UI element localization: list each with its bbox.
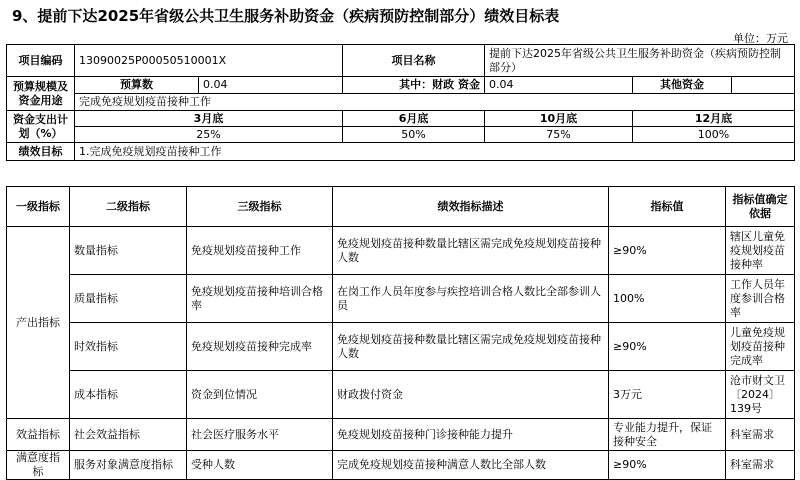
project-info-table	[6, 44, 795, 161]
finance-funds-value: 0.04	[485, 77, 633, 94]
basis-cell: 儿童免疫规划疫苗接种完成率	[726, 323, 795, 371]
table-row	[7, 371, 795, 419]
description-cell: 财政拨付资金	[333, 371, 609, 419]
budget-amount-label: 预算数	[75, 77, 199, 94]
level1-output: 产出指标	[7, 227, 70, 419]
spending-plan-label: 资金支出计划（%）	[7, 111, 75, 143]
unit-label: 单位：万元	[733, 32, 788, 45]
basis-cell: 科室需求	[726, 419, 795, 451]
level3-cell: 受种人数	[187, 451, 333, 480]
header-level1: 一级指标	[7, 187, 70, 227]
finance-funds-label: 其中：财政 资金	[343, 77, 485, 94]
project-code-value: 13090025P00050510001X	[75, 45, 343, 77]
description-cell: 免疫规划疫苗接种数量比辖区需完成免疫规划疫苗接种人数	[333, 323, 609, 371]
value-cell: 3万元	[609, 371, 726, 419]
funds-usage-value: 完成免疫规划疫苗接种工作	[75, 94, 795, 111]
basis-cell: 沧市财文卫〔2024〕139号	[726, 371, 795, 419]
percent-3: 25%	[75, 127, 343, 143]
period-12: 12月底	[633, 111, 795, 127]
period-10: 10月底	[485, 111, 633, 127]
other-funds-label: 其他资金	[633, 77, 732, 94]
indicators-table	[6, 186, 795, 480]
project-name-label: 项目名称	[343, 45, 485, 77]
level1-benefit: 效益指标	[7, 419, 70, 451]
header-level2: 二级指标	[70, 187, 187, 227]
budget-amount-value: 0.04	[199, 77, 343, 94]
value-cell: ≥90%	[609, 451, 726, 480]
table-row	[7, 419, 795, 451]
value-cell: ≥90%	[609, 323, 726, 371]
table-row	[7, 451, 795, 480]
percent-6: 50%	[343, 127, 485, 143]
budget-label: 预算规模及资金用途	[7, 77, 75, 111]
header-value: 指标值	[609, 187, 726, 227]
level3-cell: 免疫规划疫苗接种培训合格率	[187, 275, 333, 323]
header-level3: 三级指标	[187, 187, 333, 227]
level2-cell: 数量指标	[70, 227, 187, 275]
page-title: 9、提前下达2025年省级公共卫生服务补助资金（疾病预防控制部分）绩效目标表	[12, 7, 560, 25]
project-name-value: 提前下达2025年省级公共卫生服务补助资金（疾病预防控制部分）	[485, 45, 795, 77]
basis-cell: 科室需求	[726, 451, 795, 480]
level2-cell: 质量指标	[70, 275, 187, 323]
header-basis: 指标值确定依据	[726, 187, 795, 227]
percent-12: 100%	[633, 127, 795, 143]
level3-cell: 社会医疗服务水平	[187, 419, 333, 451]
other-funds-value	[732, 77, 795, 94]
percent-10: 75%	[485, 127, 633, 143]
header-description: 绩效指标描述	[333, 187, 609, 227]
description-cell: 免疫规划疫苗接种门诊接种能力提升	[333, 419, 609, 451]
level3-cell: 资金到位情况	[187, 371, 333, 419]
level1-satisfaction: 满意度指标	[7, 451, 70, 480]
value-cell: 100%	[609, 275, 726, 323]
table-row	[7, 323, 795, 371]
level2-cell: 社会效益指标	[70, 419, 187, 451]
period-3: 3月底	[75, 111, 343, 127]
description-cell: 免疫规划疫苗接种数量比辖区需完成免疫规划疫苗接种人数	[333, 227, 609, 275]
goal-value: 1.完成免疫规划疫苗接种工作	[75, 143, 795, 161]
level3-cell: 免疫规划疫苗接种工作	[187, 227, 333, 275]
project-code-label: 项目编码	[7, 45, 75, 77]
basis-cell: 辖区儿童免疫规划疫苗接种率	[726, 227, 795, 275]
level3-cell: 免疫规划疫苗接种完成率	[187, 323, 333, 371]
level2-cell: 时效指标	[70, 323, 187, 371]
value-cell: ≥90%	[609, 227, 726, 275]
table-row	[7, 275, 795, 323]
level2-cell: 成本指标	[70, 371, 187, 419]
description-cell: 完成免疫规划疫苗接种满意人数比全部人数	[333, 451, 609, 480]
value-cell: 专业能力提升，保证接种安全	[609, 419, 726, 451]
description-cell: 在岗工作人员年度参与疾控培训合格人数比全部参训人员	[333, 275, 609, 323]
level2-cell: 服务对象满意度指标	[70, 451, 187, 480]
basis-cell: 工作人员年度参训合格率	[726, 275, 795, 323]
table-row	[7, 227, 795, 275]
goal-label: 绩效目标	[7, 143, 75, 161]
period-6: 6月底	[343, 111, 485, 127]
